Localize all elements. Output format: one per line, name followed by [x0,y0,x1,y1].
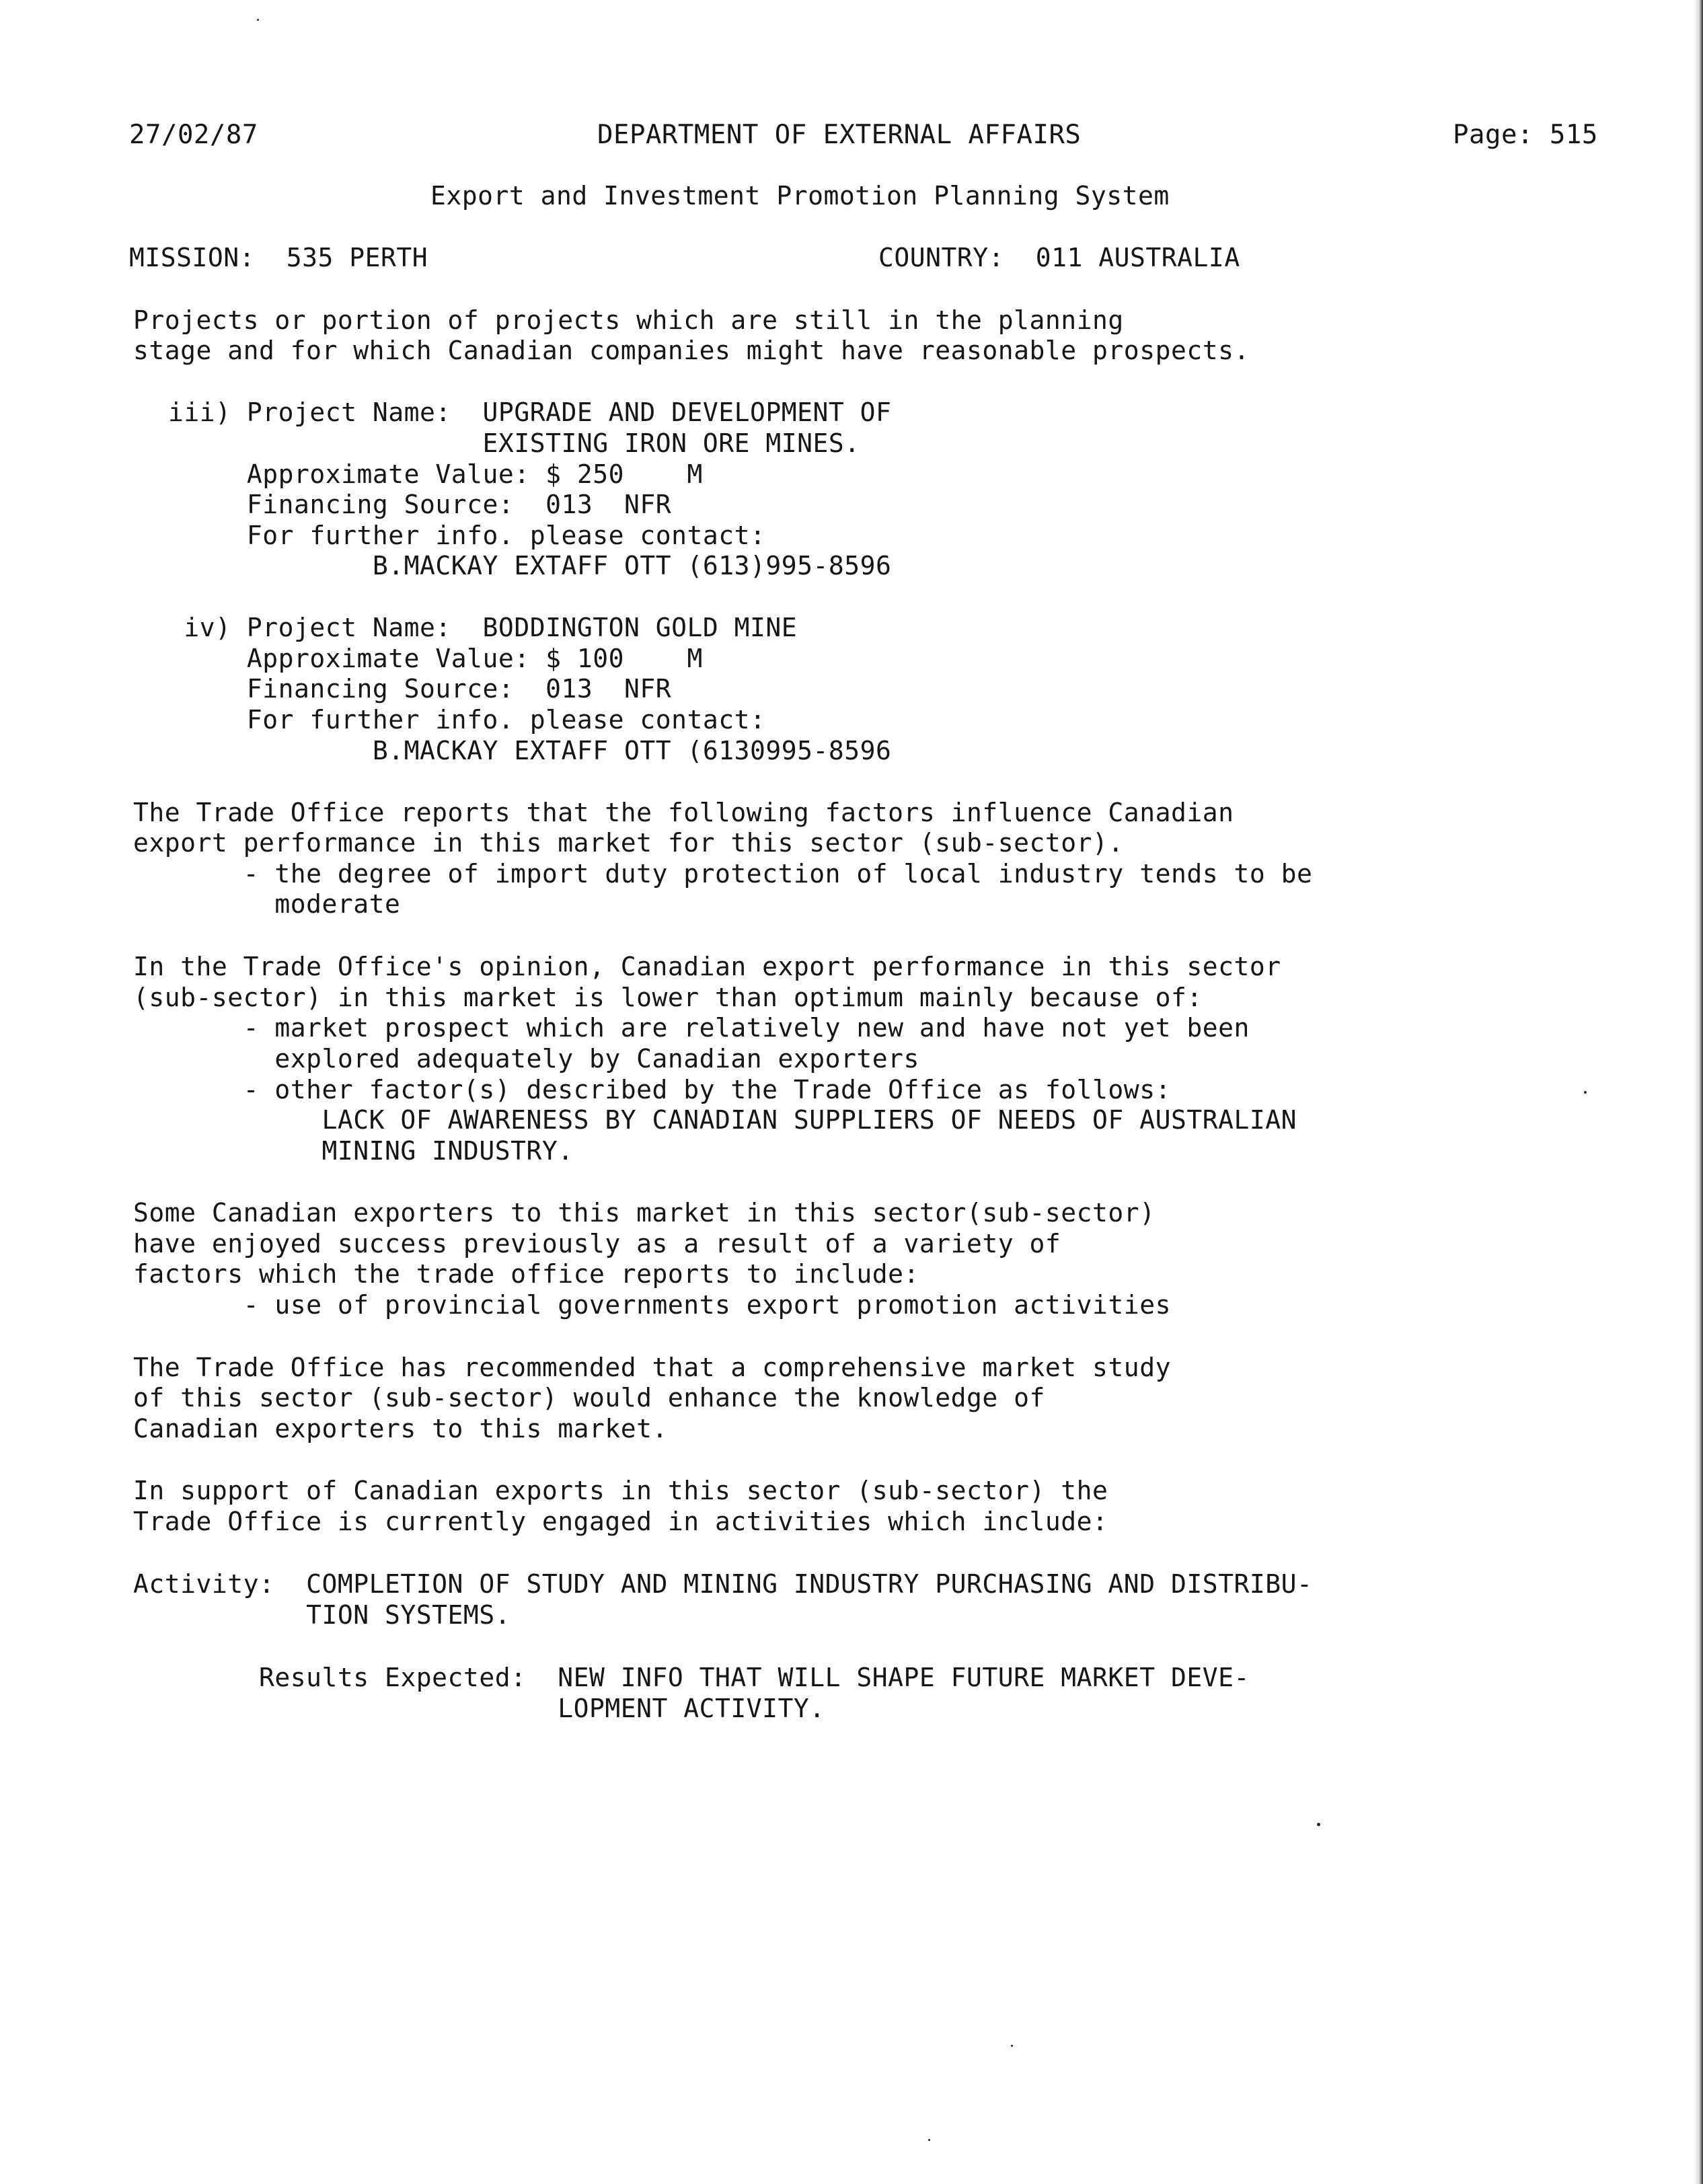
factors-line: export performance in this market for this sector (sub-sector). [133,828,1124,858]
opinion-line: - market prospect which are relatively new and have not yet been [133,1013,1250,1043]
system-title: Export and Investment Promotion Planning System [430,181,1170,211]
project-line: iv) Project Name: BODDINGTON GOLD MINE [168,613,798,642]
country-label: COUNTRY: 011 AUSTRALIA [878,243,1240,272]
opinion-line: MINING INDUSTRY. [133,1136,574,1166]
study-line: Canadian exporters to this market. [133,1414,668,1443]
factors-line: - the degree of import duty protection of local industry tends to be [133,859,1313,889]
project-line: iii) Project Name: UPGRADE AND DEVELOPMENT OF [168,398,892,427]
project-line: Approximate Value: $ 250 M [168,459,703,489]
study-line: of this sector (sub-sector) would enhance the knowledge of [133,1383,1045,1413]
success-line: have enjoyed success previously as a result of a variety of [133,1229,1061,1258]
intro-line: stage and for which Canadian companies might have reasonable prospects. [133,336,1250,365]
activity-line: TION SYSTEMS. [133,1600,511,1630]
results-line: LOPMENT ACTIVITY. [133,1694,825,1723]
scan-edge-shadow [1694,0,1703,2184]
factors-line: moderate [133,889,401,919]
activity-line: Activity: COMPLETION OF STUDY AND MINING INDUSTRY PURCHASING AND DISTRIBU- [133,1569,1313,1599]
scan-speck [1584,1091,1587,1094]
support-line: Trade Office is currently engaged in activities which include: [133,1507,1108,1536]
success-line: - use of provincial governments export promotion activities [133,1290,1171,1320]
results-line: Results Expected: NEW INFO THAT WILL SHAPE FUTURE MARKET DEVE- [133,1663,1250,1692]
support-line: In support of Canadian exports in this sector (sub-sector) the [133,1476,1108,1505]
project-line: For further info. please contact: [168,521,766,550]
factors-line: The Trade Office reports that the following factors influence Canadian [133,798,1234,827]
intro-line: Projects or portion of projects which are still in the planning [133,305,1124,335]
success-line: Some Canadian exporters to this market in this sector(sub-sector) [133,1198,1156,1228]
project-contact: B.MACKAY EXTAFF OTT (6130995-8596 [168,736,892,765]
project-line: For further info. please contact: [168,705,766,735]
scan-speck [257,19,259,21]
success-line: factors which the trade office reports to include: [133,1259,919,1289]
study-line: The Trade Office has recommended that a comprehensive market study [133,1353,1171,1382]
project-line: Approximate Value: $ 100 M [168,644,703,673]
project-line: Financing Source: 013 NFR [168,490,672,519]
page-number: Page: 515 [1453,120,1598,150]
scan-speck [1317,1823,1320,1826]
department-title: DEPARTMENT OF EXTERNAL AFFAIRS [597,120,1082,150]
opinion-line: (sub-sector) in this market is lower than optimum mainly because of: [133,983,1203,1012]
scan-speck [1011,2045,1013,2047]
opinion-line: In the Trade Office's opinion, Canadian export performance in this sector [133,952,1281,981]
opinion-line: LACK OF AWARENESS BY CANADIAN SUPPLIERS OF NEEDS OF AUSTRALIAN [133,1105,1297,1135]
project-line: EXISTING IRON ORE MINES. [168,428,860,458]
opinion-line: explored adequately by Canadian exporters [133,1044,919,1074]
scan-speck [928,2139,930,2141]
project-line: Financing Source: 013 NFR [168,674,672,704]
report-date: 27/02/87 [129,120,258,150]
mission-label: MISSION: 535 PERTH [129,243,428,272]
project-contact: B.MACKAY EXTAFF OTT (613)995-8596 [168,551,892,580]
opinion-line: - other factor(s) described by the Trade Office as follows: [133,1075,1171,1104]
